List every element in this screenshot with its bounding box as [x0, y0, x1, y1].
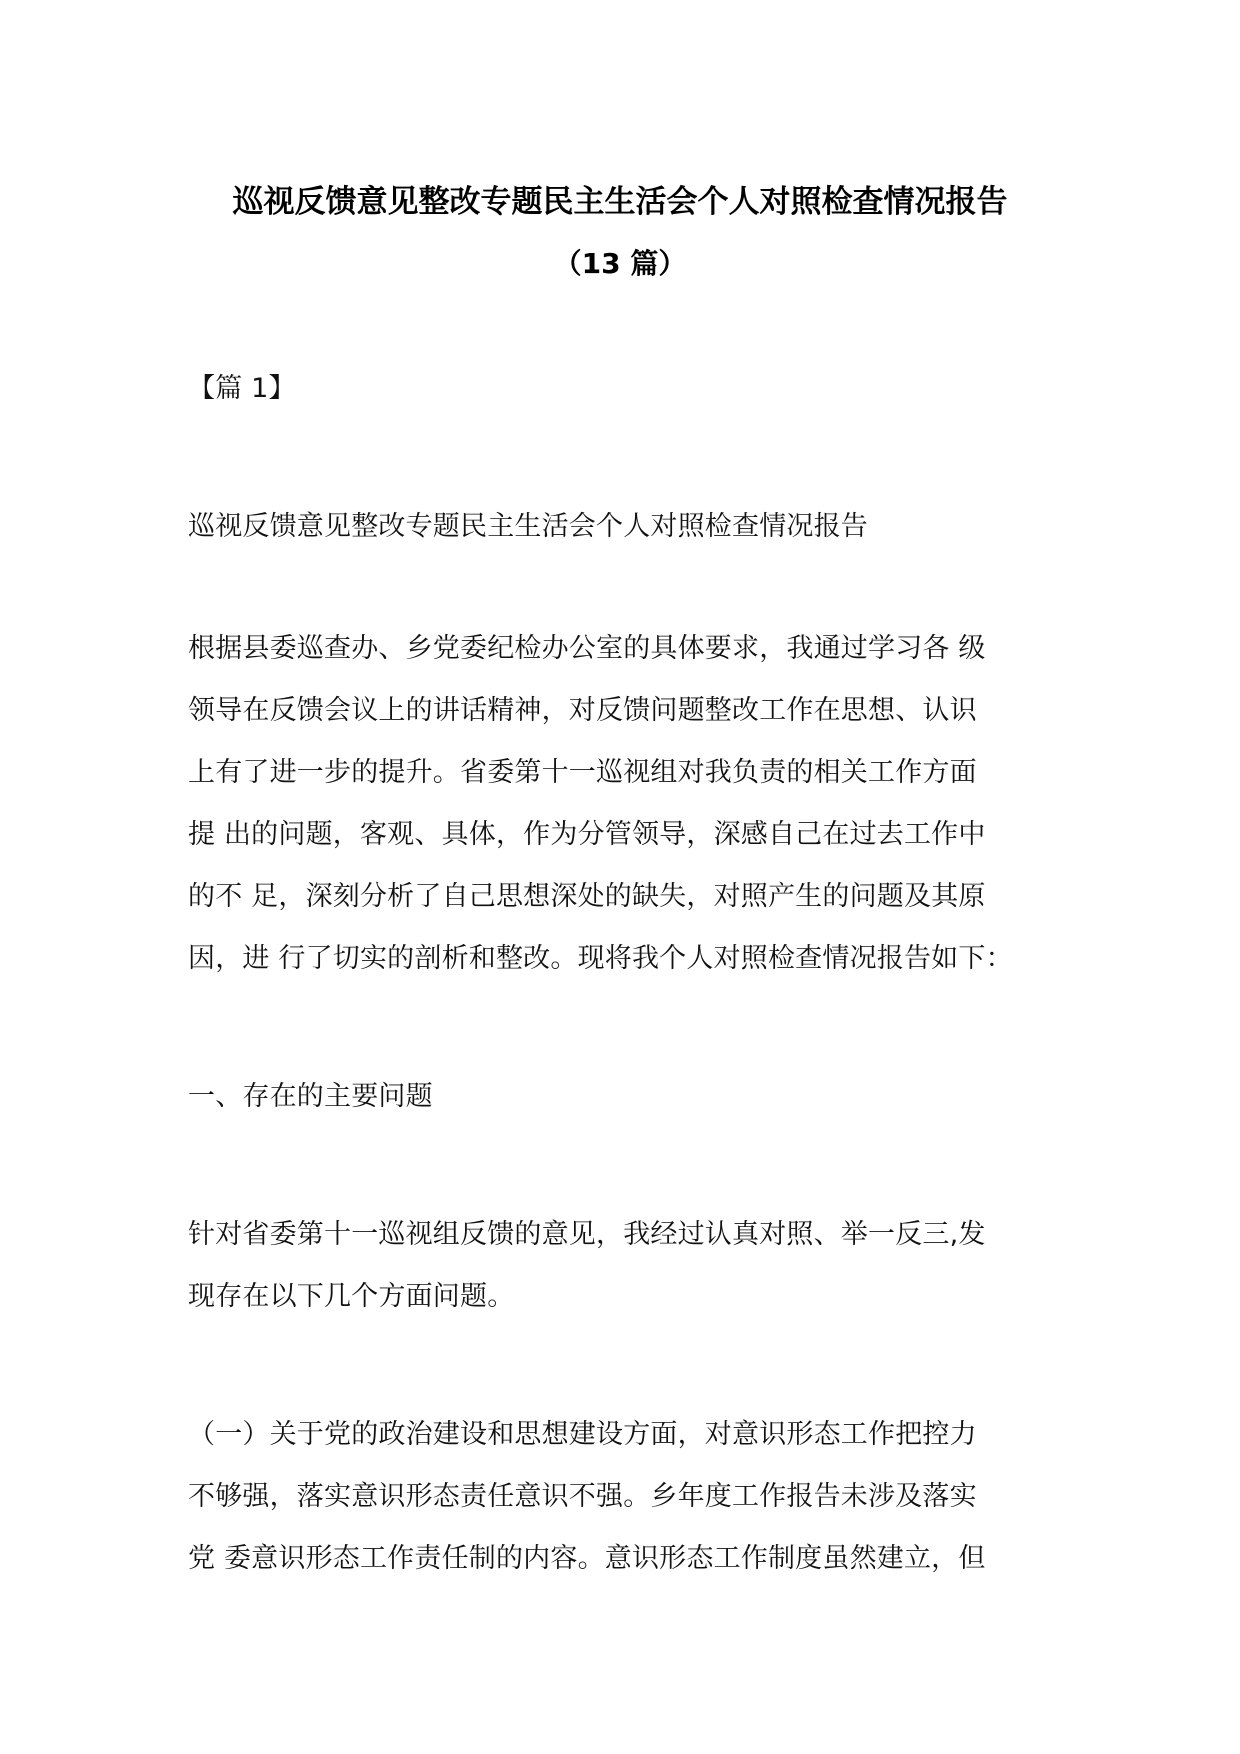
paragraph-line: 不够强，落实意识形态责任意识不强。乡年度工作报告未涉及落实 [188, 1481, 977, 1512]
paragraph-line: 针对省委第十一巡视组反馈的意见，我经过认真对照、举一反三,发 [188, 1219, 986, 1250]
paragraph-line: （一）关于党的政治建设和思想建设方面，对意识形态工作把控力 [188, 1419, 977, 1450]
paragraph-line: 领导在反馈会议上的讲话精神，对反馈问题整改工作在思想、认识 [188, 695, 977, 726]
paragraph-line: 党 委意识形态工作责任制的内容。意识形态工作制度虽然建立，但 [188, 1543, 986, 1574]
paragraph-line: 根据县委巡查办、乡党委纪检办公室的具体要求，我通过学习各 级 [188, 633, 986, 664]
document-title-count: （13 篇） [553, 247, 687, 280]
subtitle: 巡视反馈意见整改专题民主生活会个人对照检查情况报告 [188, 511, 868, 542]
document-title: 巡视反馈意见整改专题民主生活会个人对照检查情况报告 [232, 184, 1008, 220]
paragraph-line: 上有了进一步的提升。省委第十一巡视组对我负责的相关工作方面 [188, 757, 977, 788]
paragraph-line: 现存在以下几个方面问题。 [188, 1281, 515, 1312]
paragraph-line: 的不 足，深刻分析了自己思想深处的缺失，对照产生的问题及其原 [188, 881, 986, 912]
section-heading: 一、存在的主要问题 [188, 1081, 433, 1112]
paragraph-line: 提 出的问题，客观、具体，作为分管领导，深感自己在过去工作中 [188, 819, 986, 850]
paragraph-line: 因，进 行了切实的剖析和整改。现将我个人对照检查情况报告如下： [188, 943, 1013, 974]
section-marker: 【篇 1】 [188, 373, 296, 404]
